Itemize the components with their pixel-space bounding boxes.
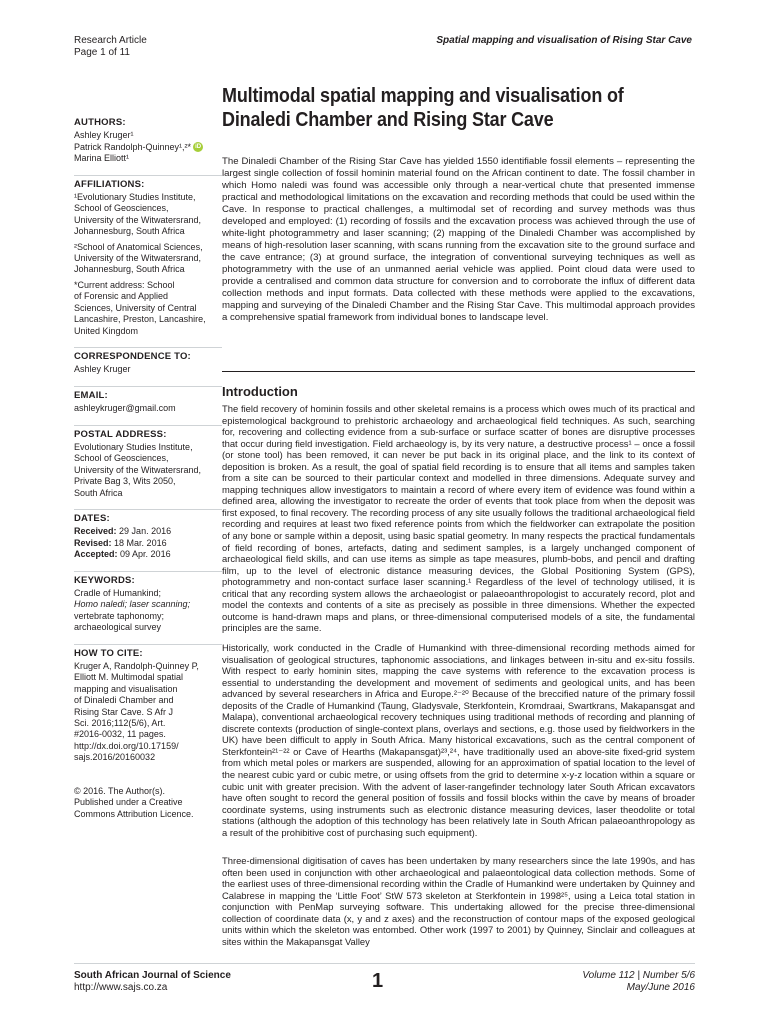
- affiliation-line: School of Geosciences,: [74, 203, 169, 214]
- cite-line: Rising Star Cave. S Afr J: [74, 706, 174, 717]
- article-sidebar: [74, 114, 222, 830]
- affiliations-section: [74, 175, 222, 337]
- section-heading-introduction: Introduction: [222, 384, 298, 399]
- affiliation-line: University of the Witwatersrand,: [74, 214, 202, 225]
- authors-section: [74, 114, 222, 165]
- email-section: [74, 386, 222, 415]
- cite-line: Elliott M. Multimodal spatial: [74, 672, 184, 683]
- abstract-divider: [222, 371, 695, 372]
- postal-line: Private Bag 3, Wits 2050,: [74, 476, 176, 487]
- accepted-date: [74, 549, 222, 560]
- page-indicator: Page 1 of 11: [74, 47, 130, 58]
- article-type: Research Article: [74, 35, 147, 46]
- article-title: Multimodal spatial mapping and visualisation of Dinaledi Chamber and Rising Star Cave: [222, 85, 624, 131]
- author-name: Patrick Randolph-Quinney¹,²*: [74, 141, 192, 152]
- accepted-label: Accepted:: [74, 549, 118, 560]
- postal-line: University of the Witwatersrand,: [74, 464, 202, 475]
- keyword-line: vertebrate taphonomy;: [74, 610, 165, 621]
- affiliation-line: Lancashire, Preston, Lancashire,: [74, 314, 206, 325]
- abstract: The Dinaledi Chamber of the Rising Star Cave has yielded 1550 identifiable fossil elements – representing the largest single collection of fossil hominin material found on the African continent to date. The fossil chamber in which Homo naledi was found was accessible only through a near-vertical chute that presented immense practical and methodological limitations on the excavation and recording methods that could be used within the Cave. In response to practical challenges, a multimodal set of recording and survey methods was thus developed and employed: (1) recording of fossils and the excavation process was achieved through the use of white-light photogrammetry and laser scanning; (2) mapping of the Dinaledi Chamber was accomplished by means of high-resolution laser scanning, with scans running from the excavation site to the ground surface and the cave entrance; (3) at ground surface, the integration of conventional surveying techniques as well as photogrammetry with the use of an unmanned aerial vehicle was applied. Point cloud data were used to provide a centralised and common data structure for conversion and to corroborate the influx of different data collection methods and input formats. Data collected with these methods were applied to the excavations, mapping and surveying of the Dinaledi Chamber and the Rising Star Cave. This multimodal approach provides a comprehensive spatial framework from individual bones to landscape level.: [222, 156, 695, 323]
- correspondence-section: [74, 347, 222, 376]
- accepted-value: 09 Apr. 2016: [120, 549, 171, 560]
- cite-line: Sci. 2016;112(5/6), Art.: [74, 718, 166, 729]
- copyright-line: © 2016. The Author(s).: [74, 785, 166, 796]
- copyright-line: Commons Attribution Licence.: [74, 808, 194, 819]
- volume-number: Volume 112 | Number 5/6: [582, 970, 695, 981]
- cite-heading: HOW TO CITE:: [74, 644, 222, 659]
- article-header: [74, 35, 147, 59]
- email-heading: EMAIL:: [74, 386, 222, 401]
- cite-line: mapping and visualisation: [74, 683, 178, 694]
- correspondence-heading: CORRESPONDENCE TO:: [74, 347, 222, 362]
- copyright-line: Published under a Creative: [74, 797, 183, 808]
- keyword-line: Cradle of Humankind;: [74, 588, 162, 598]
- author-name-row: [74, 142, 222, 153]
- affiliation-line: ²School of Anatomical Sciences,: [74, 241, 203, 252]
- affiliation-line: United Kingdom: [74, 325, 139, 336]
- keywords-heading: KEYWORDS:: [74, 571, 222, 586]
- copyright-section: [74, 786, 222, 820]
- postal-heading: POSTAL ADDRESS:: [74, 425, 222, 440]
- dates-section: [74, 509, 222, 561]
- cite-line: of Dinaledi Chamber and: [74, 695, 174, 706]
- running-title: Spatial mapping and visualisation of Rising Star Cave: [436, 35, 692, 46]
- postal-line: South Africa: [74, 487, 123, 498]
- revised-label: Revised:: [74, 537, 112, 548]
- cite-line: Kruger A, Randolph-Quinney P,: [74, 661, 199, 672]
- doi-link[interactable]: sajs.2016/20160032: [74, 752, 156, 763]
- keywords-section: [74, 571, 222, 634]
- affiliations-heading: AFFILIATIONS:: [74, 175, 222, 190]
- revised-value: 18 Mar. 2016: [114, 537, 167, 548]
- revised-date: [74, 538, 222, 549]
- correspondence-name: Ashley Kruger: [74, 364, 131, 375]
- keyword-line: Homo naledi; laser scanning;: [74, 599, 191, 610]
- body-paragraph: Historically, work conducted in the Cradle of Humankind with three-dimensional recording methods aimed for visualisation of geological structures, taphonomic associations, and linkages between in-situ and ex-situ fossils. With respect to early hominin sites, mapping the cave systems with reference to the excavation process is essential to understanding the development and movement of sediments and geological units, and has been advanced by several researchers in Africa and Europe.²⁻²⁰ Because of the breccified nature of the primary fossil deposits of the Cradle of Humankind (Taung, Gladysvale, Sterkfontein, Kromdraai, Swartkrans, Makapansgat and Malapa), conventional archaeological recovery techniques using traditional methods of recording and planning of discrete contexts (production of single-context plans, overlays and sections, e.g. those used by fieldworkers in the UK) have been difficult to apply in South Africa. Many historical excavations, such as the central component of Sterkfontein²¹⁻²² or Cave of Hearths (Makapansgat)²³,²⁴, have traditionally used an above-site fixed-grid system from which metal poles or markers are suspended, allowing for an approximation of spatial location to the level of the nearest cubic yard or cubic metre, or using offsets from the grid to determine x-y-z location within a square or cubic unit with greater precision. With the advent of laser-rangefinder technology later South African excavators have often sought to record the general position of fossils and fossil blocks within the cave by means of broader coordinate systems, using instruments such as electronic distance measuring devices, laser theodolite or total stations (although the adoption of this technology has been relatively late in South African palaeoanthropology as a result of the prohibitive cost of purchasing such equipment).: [222, 642, 695, 838]
- body-paragraph: The field recovery of hominin fossils and other skeletal remains is a process which owes much of its practical and epistemological background to prehistoric archaeology and archaeological field techniques. As such, searching for, recovering and collecting evidence from a sub-surface or surface scatter of bones are disruptive processes that occur during field investigation. Field archaeology is, by its very nature, a destructive process¹ – once a fossil (or stone tool) has been removed, it can never be put back in its original place, and the link to its context of deposition is broken. As a result, the goal of spatial field recording is to ensure that all items and samples taken from a site can be sourced to their particular context and modelled in three dimensions. Adequate survey and mapping techniques allow investigators to maintain a record of where every item of evidence was found within a defined area, allowing the investigator to recreate the order of events that took place from when the deposit was first exposed, to final recovery. The recording process of any site usually follows the traditional archaeological field recording and requires at least two fixed reference points from which the fieldworker can extrapolate the position of any bone or sample within a deposit, using basic spatial geometry. In many respects the practical fundamentals of field recording of bones, artefacts, dating and sediment samples, is a largely unchanged component of archaeological field skills, and can use items as simple as tape measures, plumb-bobs, and pencil and drafting film, up to the level of electronic distance measuring devices, the Global Positioning System (GPS), photogrammetry and non-contact surface laser scanning.¹ Regardless of the level of technology utilised, it is critical that any recording system allows the archaeologist or palaeoanthropologist to accurately record, plot and model the contexts and contents of a site as precisely as possible in three dimensions. Whether the expected outcome is hand-drawn maps and plans, or three-dimensional computerised models of a site, the fundamental principles are the same.: [222, 403, 695, 634]
- footer-divider: [74, 963, 695, 964]
- affiliation-line: *Current address: School: [74, 279, 175, 290]
- affiliation-line: Johannesburg, South Africa: [74, 264, 185, 275]
- cite-line: #2016-0032, 11 pages.: [74, 729, 166, 740]
- author-name: Marina Elliott¹: [74, 153, 130, 164]
- postal-section: [74, 425, 222, 499]
- postal-line: School of Geosciences,: [74, 453, 169, 464]
- affiliation-line: Johannesburg, South Africa: [74, 226, 185, 237]
- received-label: Received:: [74, 526, 117, 537]
- page-number: 1: [372, 970, 384, 992]
- affiliation-line: of Forensic and Applied: [74, 291, 169, 302]
- received-value: 29 Jan. 2016: [119, 526, 172, 537]
- footer-issue: [582, 970, 695, 994]
- keyword-line: archaeological survey: [74, 622, 162, 633]
- cite-section: [74, 644, 222, 764]
- affiliation-line: University of the Witwatersrand,: [74, 253, 202, 264]
- body-paragraph: Three-dimensional digitisation of caves has been undertaken by many researchers since the late 1990s, and has often been used in conjunction with other archaeological and palaeontological data collection methods. Some of the earliest uses of three-dimensional recording within the Cradle of Humankind were undertaken by Quinney and Calabrese in mapping the ‘Little Foot’ StW 573 skeleton at Sterkfontein in 1998²⁵, using a Leica total station in conjunction with PenMap surveying software. This undertaking allowed for the precise three-dimensional collection of coordinate data (x, y and z axes) and the reconstruction of contour maps of the exposed geological units within which the skeleton was entombed. Other work (1997 to 2001) by Quinney, Sinclair and colleagues at sites within the Makapansgat Valley: [222, 855, 695, 947]
- postal-line: Evolutionary Studies Institute,: [74, 441, 193, 452]
- journal-name: South African Journal of Science: [74, 970, 231, 981]
- issue-date: May/June 2016: [626, 982, 695, 993]
- affiliation-line: Sciences, University of Central: [74, 302, 197, 313]
- orcid-icon[interactable]: iD: [195, 144, 202, 151]
- affiliation-line: ¹Evolutionary Studies Institute,: [74, 192, 196, 203]
- dates-heading: DATES:: [74, 509, 222, 524]
- author-name: Ashley Kruger¹: [74, 130, 134, 141]
- email-link[interactable]: ashleykruger@gmail.com: [74, 403, 176, 414]
- received-date: [74, 526, 222, 537]
- footer-journal: [74, 970, 231, 994]
- doi-link[interactable]: http://dx.doi.org/10.17159/: [74, 740, 179, 751]
- authors-heading: AUTHORS:: [74, 117, 126, 128]
- journal-url[interactable]: http://www.sajs.co.za: [74, 982, 168, 993]
